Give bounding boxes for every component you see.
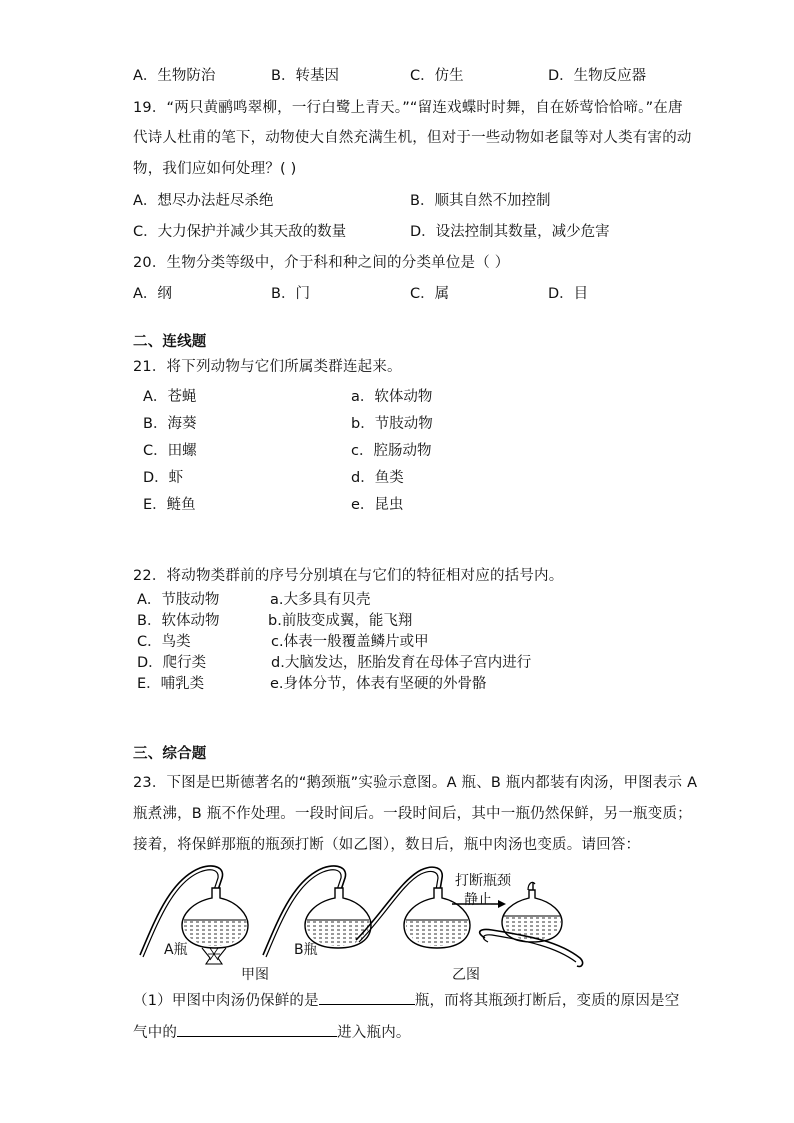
q20-option-d: D．目 (548, 286, 589, 302)
q20-option-c: C．属 (410, 286, 450, 302)
swan-neck-flask-figure (130, 860, 600, 980)
q22-right-c: c.体表一般覆盖鳞片或甲 (271, 634, 429, 650)
flask-a (140, 866, 248, 964)
q23-sub1-text-c: 气中的 (133, 1025, 178, 1041)
q18-option-b: B．转基因 (271, 68, 339, 84)
q23-sub1-line2 (133, 1022, 411, 1044)
q19-option-d: D．设法控制其数量，减少危害 (410, 224, 610, 240)
q22-right-b: b.前肢变成翼，能飞翔 (268, 613, 413, 629)
q23-stem-line3: 接着，将保鲜那瓶的瓶颈打断（如乙图），数日后，瓶中肉汤也变质。请回答： (133, 837, 641, 853)
q20-option-a: A．纲 (133, 286, 172, 302)
q23-stem-line2: 瓶煮沸，B 瓶不作处理。一段时间后。一段时间后，其中一瓶仍然保鲜，另一瓶变质； (133, 806, 692, 822)
q21-left-e: E．鲢鱼 (143, 497, 196, 513)
q21-left-b: B．海葵 (143, 416, 197, 432)
q19-stem-line1: 19．“两只黄鹂鸣翠柳，一行白鹭上青天。”“留连戏蝶时时舞，自在娇莺恰恰啼。”在唐 (133, 100, 683, 116)
q21-right-d: d．鱼类 (351, 470, 404, 486)
arrow-label-break-neck: 打断瓶颈 (455, 873, 511, 889)
q22-left-d: D．爬行类 (137, 655, 207, 671)
q22-left-a: A．节肢动物 (137, 592, 220, 608)
q21-left-d: D．虾 (143, 470, 184, 486)
q23-sub1-text-a: （1）甲图中肉汤仍保鲜的是 (133, 993, 319, 1009)
q22-right-d: d.大脑发达，胚胎发育在母体子宫内进行 (271, 655, 532, 671)
q18-option-d: D．生物反应器 (548, 68, 647, 84)
q21-right-c: c．腔肠动物 (351, 443, 432, 459)
q23-stem-line1: 23．下图是巴斯德著名的“鹅颈瓶”实验示意图。A 瓶、B 瓶内都装有肉汤，甲图表示 A (133, 775, 698, 791)
q22-right-a: a.大多具有贝壳 (270, 592, 371, 608)
q19-option-b: B．顺其自然不加控制 (410, 193, 551, 209)
q22-right-e: e.身体分节，体表有坚硬的外骨骼 (270, 676, 487, 692)
flask-yi-before (356, 867, 470, 948)
q21-right-a: a．软体动物 (351, 389, 433, 405)
q23-sub1-text-b: 瓶，而将其瓶颈打断后，变质的原因是空 (414, 993, 680, 1009)
q18-option-c: C．仿生 (410, 68, 464, 84)
q23-blank-2[interactable] (177, 1022, 337, 1037)
label-flask-b: B瓶 (294, 942, 318, 958)
section2-title: 二、连线题 (133, 334, 207, 350)
q23-sub1-text-d: 进入瓶内。 (337, 1025, 411, 1041)
q19-stem-line2: 代诗人杜甫的笔下，动物使大自然充满生机，但对于一些动物如老鼠等对人类有害的动 (133, 130, 692, 146)
q20-stem: 20．生物分类等级中，介于科和种之间的分类单位是（ ） (133, 255, 510, 271)
q19-option-a: A．想尽办法赶尽杀绝 (133, 193, 274, 209)
q21-stem: 21．将下列动物与它们所属类群连起来。 (133, 359, 402, 375)
q23-sub1-line1 (133, 990, 679, 1012)
q19-option-c: C．大力保护并减少其天敌的数量 (133, 224, 347, 240)
q21-left-a: A．苍蝇 (143, 389, 197, 405)
caption-jia: 甲图 (241, 967, 269, 983)
arrow-head-icon (498, 900, 506, 908)
q18-option-a: A．生物防治 (133, 68, 216, 84)
caption-yi: 乙图 (452, 967, 480, 983)
q21-right-b: b．节肢动物 (351, 416, 433, 432)
q23-blank-1[interactable] (319, 990, 415, 1005)
q22-left-b: B．软体动物 (137, 613, 220, 629)
section3-title: 三、综合题 (133, 746, 207, 762)
q22-left-c: C．鸟类 (137, 634, 191, 650)
q22-stem: 22．将动物类群前的序号分别填在与它们的特征相对应的括号内。 (133, 568, 564, 584)
q19-stem-line3: 物，我们应如何处理？( ) (133, 161, 297, 177)
q21-left-c: C．田螺 (143, 443, 197, 459)
q22-left-e: E．哺乳类 (137, 676, 205, 692)
label-flask-a: A瓶 (164, 942, 188, 958)
q20-option-b: B．门 (271, 286, 310, 302)
q21-right-e: e．昆虫 (351, 497, 404, 513)
arrow-label-still: 静止 (464, 892, 492, 908)
